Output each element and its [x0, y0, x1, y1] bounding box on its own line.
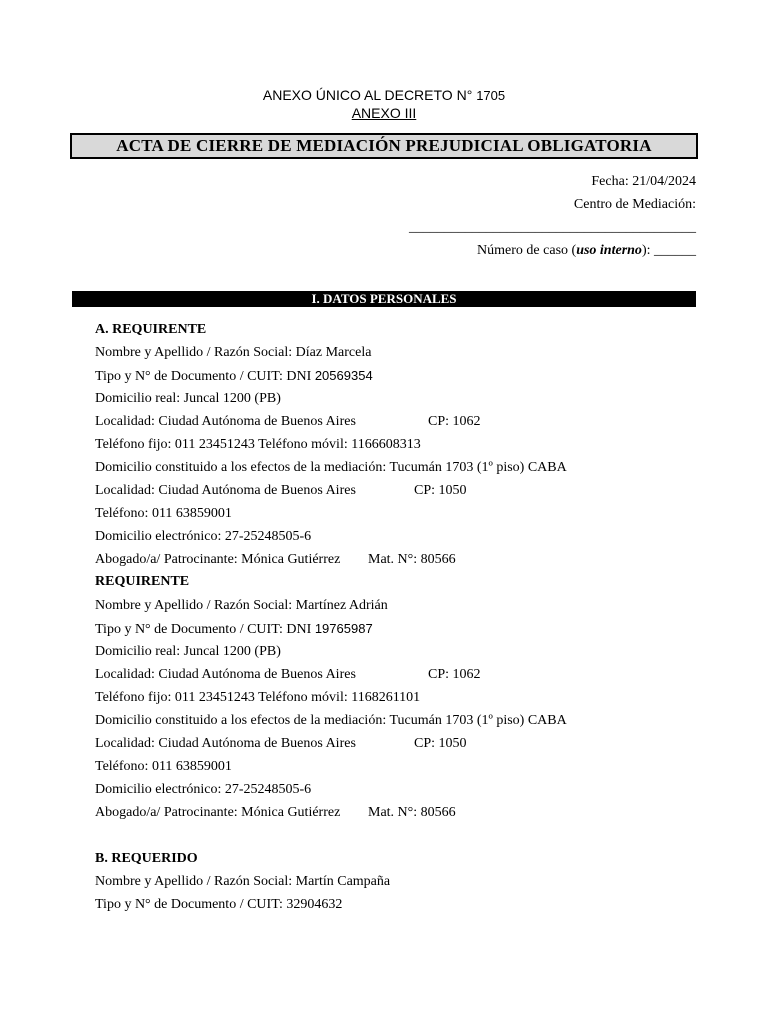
requirente-b-dom-electronico: Domicilio electrónico: 27-25248505-6: [95, 782, 312, 797]
fecha: Fecha: 21/04/2024: [591, 174, 696, 189]
requirente-b-documento: [95, 620, 373, 639]
numero-caso-suffix: ): ______: [641, 243, 696, 258]
requirente-a-domicilio: Domicilio real: Juncal 1200 (PB): [95, 391, 281, 406]
requirente-a-dom-electronico: Domicilio electrónico: 27-25248505-6: [95, 529, 312, 544]
requirente-b-abogado-text: Abogado/a/ Patrocinante: Mónica Gutiérrez: [95, 805, 341, 820]
requirente-a-doc-num: 20569354: [314, 368, 373, 383]
requirente-a-abogado: [95, 551, 456, 569]
annex-title-prefix: ANEXO ÚNICO AL DECRETO N°: [262, 87, 473, 103]
annex-number: 1705: [476, 88, 506, 103]
requirente-a-cp: CP: 1062: [428, 414, 481, 429]
requirente-b-localidad: [95, 666, 481, 684]
requirente-b-doc-label: Tipo y N° de Documento / CUIT: DNI: [95, 622, 312, 637]
requirente-a-dom-constituido: Domicilio constituido a los efectos de la mediación: Tucumán 1703 (1º piso) CABA: [95, 460, 567, 475]
requirente-a-nombre: Nombre y Apellido / Razón Social: Díaz Marcela: [95, 345, 372, 360]
numero-caso-italic: uso interno: [576, 243, 642, 258]
act-title: ACTA DE CIERRE DE MEDIACIÓN PREJUDICIAL OBLIGATORIA: [70, 133, 698, 159]
requerido-nombre: Nombre y Apellido / Razón Social: Martín Campaña: [95, 874, 391, 889]
requirente-a-cp2: CP: 1050: [414, 483, 467, 498]
requirente-a-documento: [95, 367, 373, 386]
requirente-b-heading: REQUIRENTE: [95, 574, 190, 589]
requirente-b-localidad-text: Localidad: Ciudad Autónoma de Buenos Aires: [95, 667, 356, 682]
requirente-a-telefono: Teléfono: 011 63859001: [95, 506, 232, 521]
requirente-a-heading: A. REQUIRENTE: [95, 322, 207, 337]
requirente-b-domicilio: Domicilio real: Juncal 1200 (PB): [95, 644, 281, 659]
centro-mediacion: Centro de Mediación:: [573, 197, 696, 212]
requirente-b-doc-num: 19765987: [314, 621, 373, 636]
requirente-a-matricula: Mat. N°: 80566: [368, 552, 456, 567]
requirente-b-dom-constituido: Domicilio constituido a los efectos de la mediación: Tucumán 1703 (1º piso) CABA: [95, 713, 567, 728]
requirente-b-localidad2: [95, 735, 467, 753]
requirente-b-matricula: Mat. N°: 80566: [368, 805, 456, 820]
requirente-b-nombre: Nombre y Apellido / Razón Social: Martínez Adrián: [95, 598, 388, 613]
numero-caso: [477, 242, 696, 260]
requirente-a-abogado-text: Abogado/a/ Patrocinante: Mónica Gutiérrez: [95, 552, 341, 567]
requirente-b-abogado: [95, 804, 456, 822]
requirente-a-localidad2-text: Localidad: Ciudad Autónoma de Buenos Aires: [95, 483, 356, 498]
requirente-b-telefono: Teléfono: 011 63859001: [95, 759, 232, 774]
requirente-a-localidad: [95, 413, 481, 431]
requirente-a-telefonos: Teléfono fijo: 011 23451243 Teléfono móvil: 1166608313: [95, 437, 421, 452]
requirente-a-localidad-text: Localidad: Ciudad Autónoma de Buenos Aires: [95, 414, 356, 429]
numero-caso-prefix: Número de caso (: [477, 243, 577, 258]
requirente-b-cp2: CP: 1050: [414, 736, 467, 751]
requerido-documento: Tipo y N° de Documento / CUIT: 32904632: [95, 897, 343, 912]
requirente-b-cp: CP: 1062: [428, 667, 481, 682]
centro-underline: _________________________________________: [409, 220, 696, 235]
requerido-heading: B. REQUERIDO: [95, 851, 198, 866]
requirente-a-localidad2: [95, 482, 467, 500]
requirente-b-telefonos: Teléfono fijo: 011 23451243 Teléfono móvil: 1168261101: [95, 690, 421, 705]
requirente-a-doc-label: Tipo y N° de Documento / CUIT: DNI: [95, 369, 312, 384]
section-datos-personales: I. DATOS PERSONALES: [72, 291, 696, 307]
requirente-b-localidad2-text: Localidad: Ciudad Autónoma de Buenos Aires: [95, 736, 356, 751]
annex-subtitle: ANEXO III: [351, 105, 417, 121]
annex-title: [0, 86, 768, 105]
